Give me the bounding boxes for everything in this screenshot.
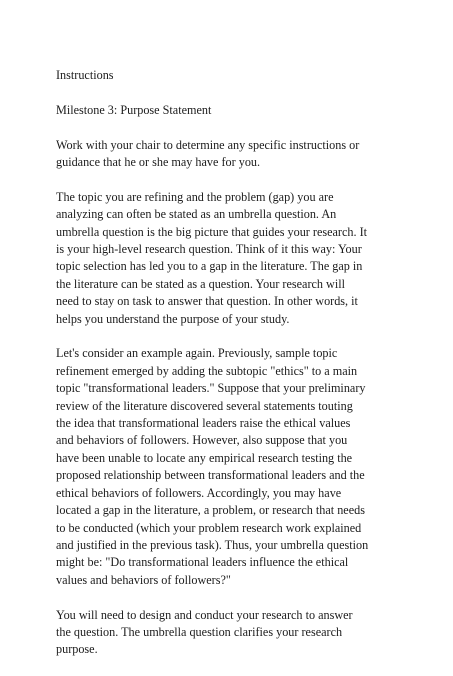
milestone-title: Milestone 3: Purpose Statement [56, 102, 212, 117]
text-line: need to stay on task to answer that question. In other words, it [56, 294, 358, 309]
text-line: refinement emerged by adding the subtopic "ethics" to a main [56, 363, 358, 378]
text-line: values and behaviors of followers?" [56, 572, 231, 587]
text-line: Work with your chair to determine any specific instructions or [56, 137, 360, 152]
text-line: purpose. [56, 642, 98, 657]
paragraph-example [56, 345, 404, 589]
document-body [56, 67, 404, 676]
text-line: guidance that he or she may have for you. [56, 155, 261, 169]
text-line: ethical behaviors of followers. Accordingly, you may have [56, 485, 342, 500]
text-line: proposed relationship between transformational leaders and the [56, 468, 365, 483]
text-line: the question. The umbrella question clarifies your research [56, 624, 343, 639]
text-line: might be: "Do transformational leaders influence the ethical [56, 555, 349, 570]
paragraph-conclusion [56, 607, 404, 659]
text-line: umbrella question is the big picture that guides your research. It [56, 224, 368, 239]
text-line: The topic you are refining and the problem (gap) you are [56, 189, 334, 204]
text-line: the literature can be stated as a question. Your research will [56, 276, 346, 291]
text-line: is your high-level research question. Think of it this way: Your [56, 242, 362, 257]
document-heading: Instructions [56, 68, 114, 82]
text-line: and justified in the previous task). Thus, your umbrella question [56, 537, 369, 552]
text-line: and behaviors of followers. However, also suppose that you [56, 433, 348, 448]
text-line: located a gap in the literature, a problem, or research that needs [56, 503, 365, 518]
text-line: the idea that transformational leaders raise the ethical values [56, 416, 351, 431]
text-line: have been unable to locate any empirical research testing the [56, 450, 353, 465]
text-line: topic selection has led you to a gap in the literature. The gap in [56, 259, 363, 274]
text-line: analyzing can often be stated as an umbrella question. An [56, 207, 337, 222]
text-line: Let's consider an example again. Previously, sample topic [56, 346, 338, 361]
paragraph-instructions [56, 137, 404, 172]
paragraph-umbrella-question [56, 189, 404, 328]
text-line: to be conducted (which your problem research work explained [56, 520, 362, 535]
text-line: You will need to design and conduct your research to answer [56, 607, 353, 622]
text-line: topic "transformational leaders." Suppose that your preliminary [56, 381, 366, 396]
text-line: helps you understand the purpose of your study. [56, 311, 290, 326]
text-line: review of the literature discovered several statements touting [56, 398, 353, 413]
